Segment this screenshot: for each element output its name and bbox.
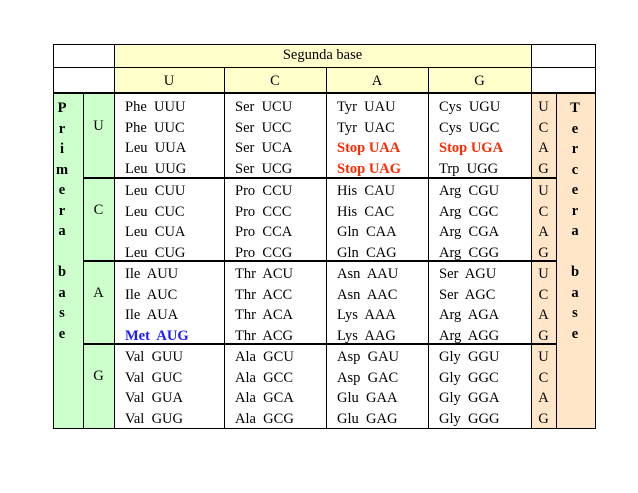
codon-entry: Leu CUC [125,203,185,220]
codon-entry: Gln CAG [337,244,397,261]
primera-letter: s [59,305,65,321]
codon-entry: Thr ACC [235,286,293,303]
start-codon: Met AUG [125,327,189,344]
first-base-g: G [93,368,104,384]
codon-entry: Ile AUA [125,307,179,323]
tercera-letter: r [571,141,579,157]
codon-entry: Gln CAA [337,224,397,240]
codon-entry: Lys AAG [337,327,396,344]
primera-letter: i [59,141,65,157]
table-rule [114,44,115,429]
codon-entry: Arg CGU [439,183,500,199]
codon-entry: Pro CCU [235,183,293,199]
table-rule [531,44,532,429]
table-rule [53,44,54,429]
table-rule [53,428,596,429]
codon-entry: Gly GGU [439,349,500,365]
third-base-a: A [538,140,549,156]
primera-letter: m [55,161,69,178]
codon-entry: Ile AUU [125,266,179,282]
third-base-c: C [538,286,549,303]
codon-entry: Asp GAU [337,349,400,365]
third-base-u: U [538,349,549,365]
tercera-letter: c [571,161,579,178]
table-rule [556,94,557,429]
tercera-letter: a [571,223,579,239]
tercera-letter: b [570,264,580,280]
tercera-letter: e [571,120,579,137]
codon-entry: Thr ACA [235,307,293,323]
table-rule [53,92,596,94]
codon-entry: Ala GCG [235,410,294,427]
third-base-u: U [538,266,549,282]
codon-entry: Trp UGG [439,160,499,177]
codon-entry: Phe UUC [125,119,185,136]
second-base-c: C [270,73,280,89]
codon-entry: Asn AAU [337,266,399,282]
codon-entry: Gly GGC [439,369,499,386]
codon-entry: Leu CUG [125,244,186,261]
codon-entry: Arg CGG [439,244,500,261]
primera-letter: P [57,100,67,116]
table-rule [83,343,557,345]
codon-entry: Thr ACU [235,266,293,282]
primera-letter [53,242,71,263]
table-rule [428,67,429,429]
third-base-c: C [538,369,549,386]
codon-entry: Val GUU [125,349,183,365]
codon-entry: Tyr UAC [337,119,395,136]
codon-entry: Asp GAC [337,369,399,386]
table-rule [224,67,225,429]
codon-entry: Cys UGC [439,119,500,136]
codon-entry: Ala GCC [235,369,293,386]
stop-codon: Stop UGA [439,140,504,156]
codon-entry: Gly GGG [439,410,500,427]
codon-entry: Glu GAA [337,390,398,406]
primera-letter: e [58,325,66,342]
codon-entry: Arg AGG [439,327,500,344]
primera-letter: b [57,264,67,280]
codon-entry: Val GUA [125,390,183,406]
tercera-letter [560,242,590,263]
table-rule [83,260,557,262]
third-base-g: G [538,160,549,177]
codon-entry: Arg CGC [439,203,499,220]
codon-entry: Lys AAA [337,307,396,323]
codon-entry: Ser UCA [235,140,293,156]
third-base-a: A [538,390,549,406]
codon-entry: Ser UCG [235,160,293,177]
codon-entry: Ser AGU [439,266,497,282]
third-base-u: U [538,183,549,199]
stop-codon: Stop UAG [337,160,402,177]
primera-letter: r [58,120,66,137]
codon-entry: Leu CUA [125,224,186,240]
tercera-letter: T [570,100,580,116]
second-base-u: U [163,73,175,89]
codon-entry: Arg AGA [439,307,500,323]
third-base-u: U [538,99,549,115]
third-base-a: A [538,224,549,240]
codon-entry: Pro CCA [235,224,293,240]
table-rule [83,177,557,179]
third-base-c: C [538,119,549,136]
table-rule [53,67,596,68]
tercera-letter: s [572,305,578,321]
first-base-c: C [93,202,104,218]
tercera-letter: e [571,325,579,342]
codon-entry: Phe UUU [125,99,186,115]
codon-entry: Leu CUU [125,183,186,199]
codon-entry: Pro CCG [235,244,293,261]
third-base-g: G [538,410,549,427]
codon-entry: Arg CGA [439,224,500,240]
primera-letter: e [58,182,66,198]
third-base-g: G [538,327,549,344]
third-base-g: G [538,244,549,261]
codon-entry: Val GUC [125,369,183,386]
primera-base-label [53,98,71,344]
third-base-a: A [538,307,549,323]
codon-entry: Ser UCC [235,119,292,136]
third-base-c: C [538,203,549,220]
codon-entry: Gly GGA [439,390,500,406]
codon-entry: Tyr UAU [337,99,396,115]
codon-entry: His CAC [337,203,395,220]
codon-entry: Ser AGC [439,286,496,303]
codon-entry: Glu GAG [337,410,398,427]
primera-letter: r [58,202,66,219]
table-rule [53,44,596,45]
codon-entry: Val GUG [125,410,183,427]
table-rule [326,67,327,429]
tercera-letter: a [571,284,579,301]
segunda-base-title: Segunda base [282,47,363,63]
codon-entry: Leu UUA [125,140,187,156]
second-base-g: G [474,73,485,89]
primera-letter: a [58,284,66,301]
tercera-base-label [560,98,590,344]
tercera-letter: e [571,182,579,198]
codon-entry: Ser UCU [235,99,293,115]
codon-entry: Ala GCU [235,349,294,365]
table-rule [83,94,84,429]
second-base-a: A [371,73,383,89]
first-base-u: U [93,118,104,134]
codon-entry: Asn AAC [337,286,398,303]
codon-entry: Ala GCA [235,390,294,406]
table-rule [595,44,596,429]
tercera-letter: r [571,202,579,219]
primera-letter: a [58,223,66,239]
codon-entry: Cys UGU [439,99,501,115]
codon-entry: Leu UUG [125,160,187,177]
first-base-a: A [93,285,104,301]
codon-entry: His CAU [337,183,396,199]
stop-codon: Stop UAA [337,140,401,156]
codon-entry: Pro CCC [235,203,292,220]
codon-entry: Thr ACG [235,327,293,344]
codon-entry: Ile AUC [125,286,178,303]
